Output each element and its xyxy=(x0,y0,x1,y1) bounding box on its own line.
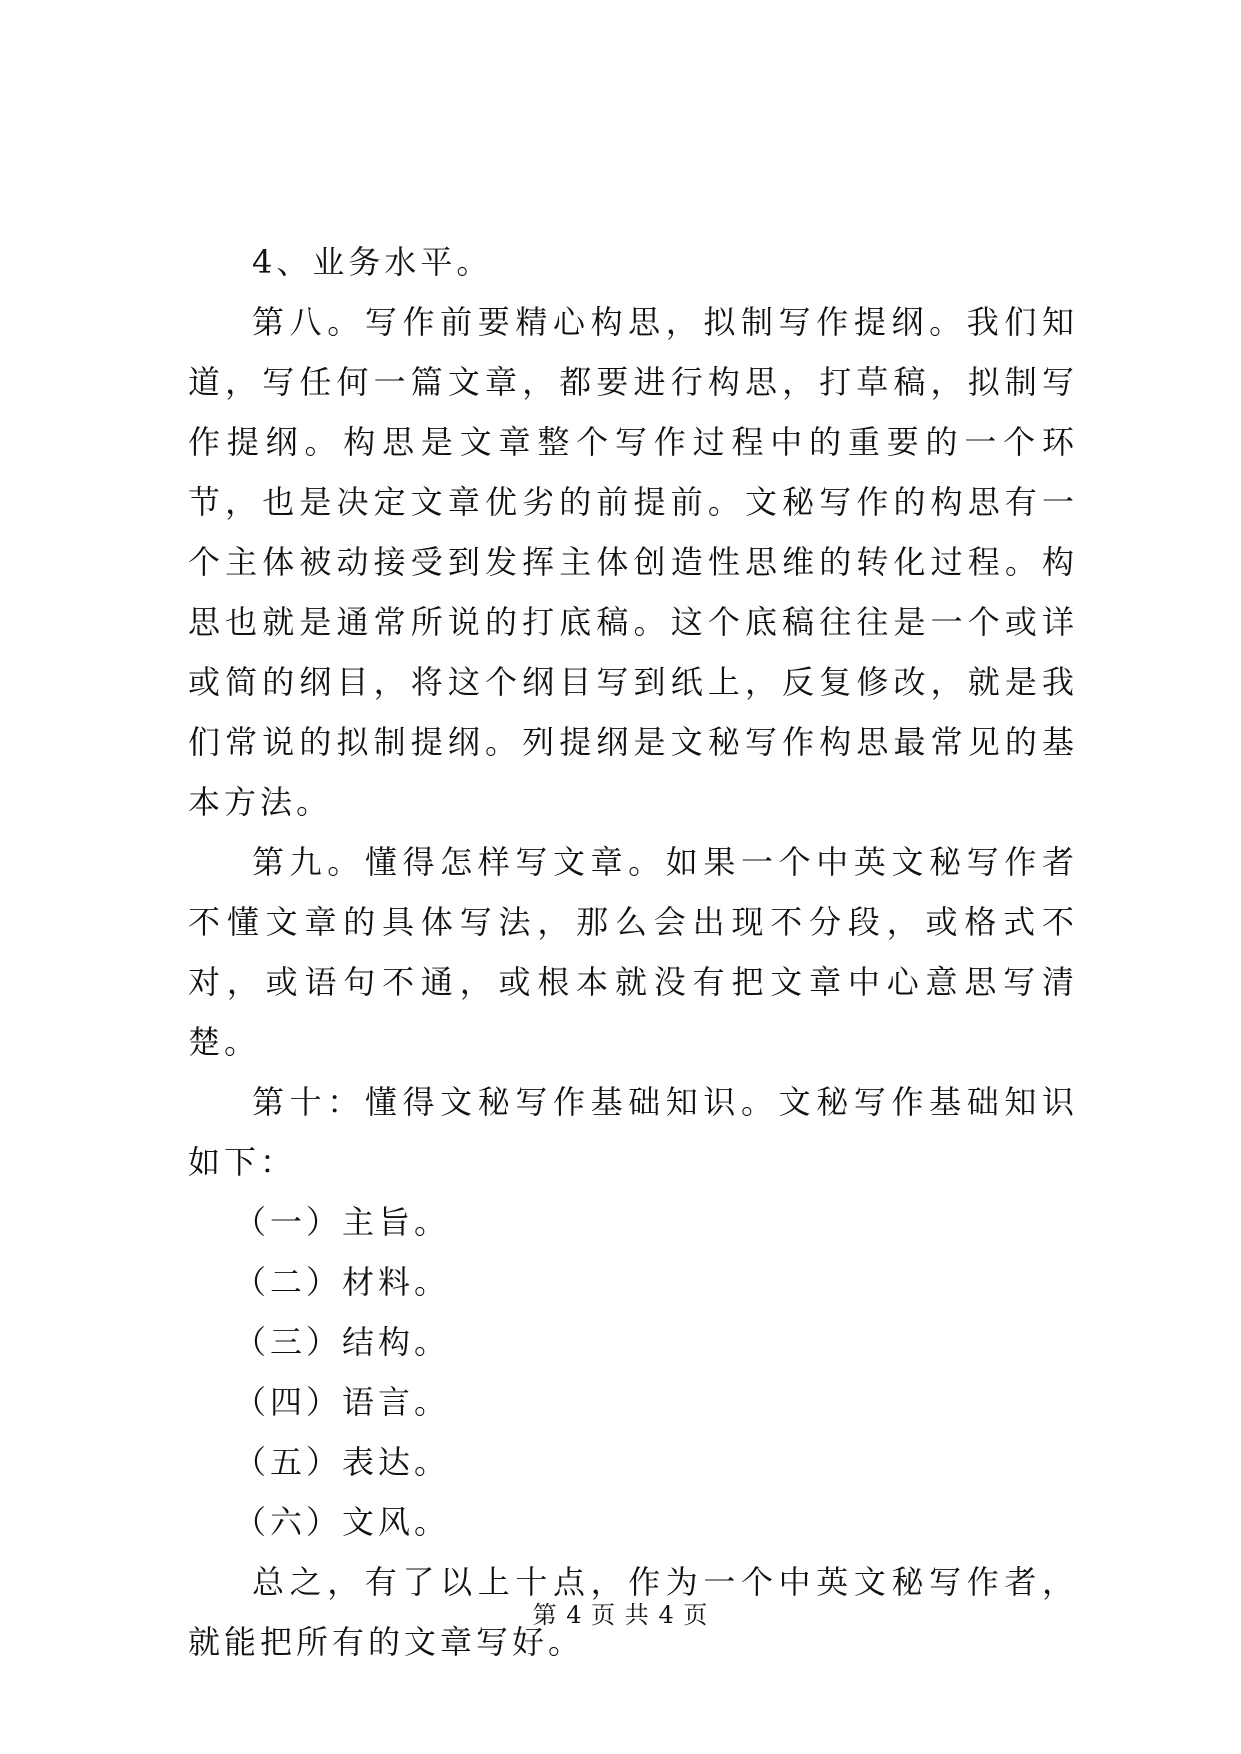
list-item: （三）结构。 xyxy=(234,1323,451,1361)
document-body xyxy=(188,232,1078,1672)
paragraph-tenth-point: 第十：懂得文秘写作基础知识。文秘写作基础知识如下： xyxy=(188,1083,1078,1181)
list-item: （四）语言。 xyxy=(234,1383,451,1421)
list-item: （二）材料。 xyxy=(234,1263,451,1301)
paragraph-ninth-point: 第九。懂得怎样写文章。如果一个中英文秘写作者不懂文章的具体写法，那么会出现不分段，或格式不对，或语句不通，或根本就没有把文章中心意思写清楚。 xyxy=(188,843,1078,1061)
list-item: （一）主旨。 xyxy=(234,1203,451,1241)
paragraph-conclusion: 总之，有了以上十点，作为一个中英文秘写作者，就能把所有的文章写好。 xyxy=(188,1563,1078,1661)
paragraph-eighth-point: 第八。写作前要精心构思，拟制写作提纲。我们知道，写任何一篇文章，都要进行构思，打草稿，拟制写作提纲。构思是文章整个写作过程中的重要的一个环节，也是决定文章优劣的前提前。文秘写作的构思有一个主体被动接受到发挥主体创造性思维的转化过程。构思也就是通常所说的打底稿。这个底稿往往是一个或详或简的纲目，将这个纲目写到纸上，反复修改，就是我们常说的拟制提纲。列提纲是文秘写作构思最常见的基本方法。 xyxy=(188,303,1078,821)
paragraph-business-level: 4、业务水平。 xyxy=(252,243,493,281)
page-number-footer: 第 4 页 共 4 页 xyxy=(532,1601,709,1629)
list-item: （六）文风。 xyxy=(234,1503,451,1541)
list-item: （五）表达。 xyxy=(234,1443,451,1481)
